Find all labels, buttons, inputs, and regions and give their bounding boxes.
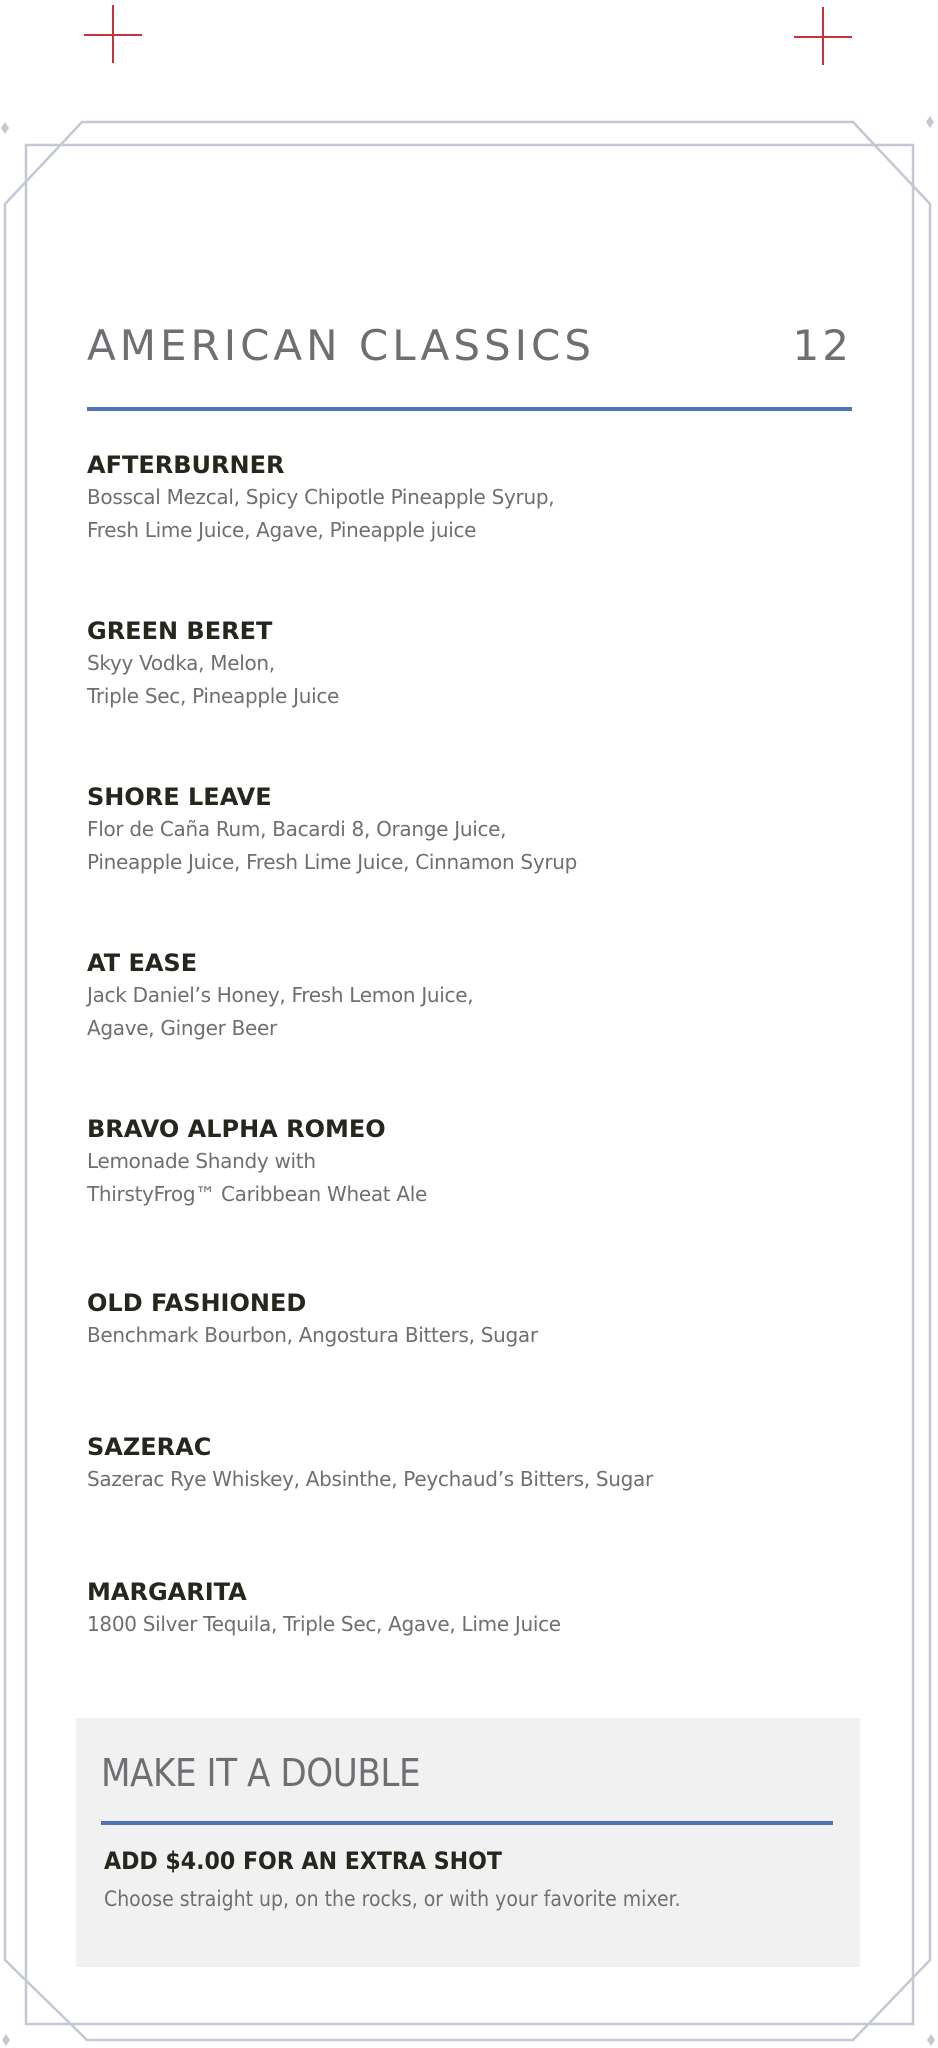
item-desc-line: Sazerac Rye Whiskey, Absinthe, Peychaud’s Bitters, Sugar — [87, 1467, 653, 1491]
item-desc-line: Flor de Caña Rum, Bacardi 8, Orange Juice, — [87, 817, 507, 841]
crop-mark-icon-right — [794, 7, 852, 65]
double-subtitle: ADD $4.00 FOR AN EXTRA SHOT — [104, 1847, 502, 1875]
double-title: MAKE IT A DOUBLE — [101, 1751, 421, 1795]
item-desc-line: ThirstyFrog™ Caribbean Wheat Ale — [87, 1182, 428, 1206]
section-price: 12 — [792, 321, 852, 370]
section-divider — [87, 407, 852, 411]
double-divider — [101, 1821, 833, 1825]
item-desc-line: Lemonade Shandy with — [87, 1149, 316, 1173]
item-desc-line: Triple Sec, Pineapple Juice — [87, 684, 340, 708]
item-desc-line: Benchmark Bourbon, Angostura Bitters, Sugar — [87, 1323, 538, 1347]
menu-item-afterburner — [87, 449, 847, 547]
item-name: BRAVO ALPHA ROMEO — [87, 1115, 386, 1143]
item-name: OLD FASHIONED — [87, 1289, 307, 1317]
item-name: GREEN BERET — [87, 617, 273, 645]
item-desc-line: Bosscal Mezcal, Spicy Chipotle Pineapple Syrup, — [87, 485, 555, 509]
item-name: AFTERBURNER — [87, 451, 285, 479]
item-name: SHORE LEAVE — [87, 783, 272, 811]
menu-item-at-ease — [87, 947, 847, 1045]
menu-item-margarita — [87, 1576, 847, 1641]
menu-item-bravo-alpha-romeo — [87, 1113, 847, 1211]
item-desc-line: 1800 Silver Tequila, Triple Sec, Agave, Lime Juice — [87, 1612, 561, 1636]
menu-item-sazerac — [87, 1431, 847, 1496]
menu-item-green-beret — [87, 615, 847, 713]
double-description: Choose straight up, on the rocks, or with your favorite mixer. — [104, 1887, 681, 1911]
section-title: AMERICAN CLASSICS — [87, 321, 596, 370]
menu-item-old-fashioned — [87, 1287, 847, 1352]
item-name: SAZERAC — [87, 1433, 212, 1461]
item-desc-line: Agave, Ginger Beer — [87, 1016, 277, 1040]
item-desc-line: Skyy Vodka, Melon, — [87, 651, 275, 675]
item-desc-line: Pineapple Juice, Fresh Lime Juice, Cinnamon Syrup — [87, 850, 578, 874]
item-desc-line: Jack Daniel’s Honey, Fresh Lemon Juice, — [87, 983, 474, 1007]
item-name: MARGARITA — [87, 1578, 247, 1606]
crop-mark-icon-left — [84, 5, 142, 63]
item-desc-line: Fresh Lime Juice, Agave, Pineapple juice — [87, 518, 477, 542]
menu-item-shore-leave — [87, 781, 847, 879]
item-name: AT EASE — [87, 949, 198, 977]
